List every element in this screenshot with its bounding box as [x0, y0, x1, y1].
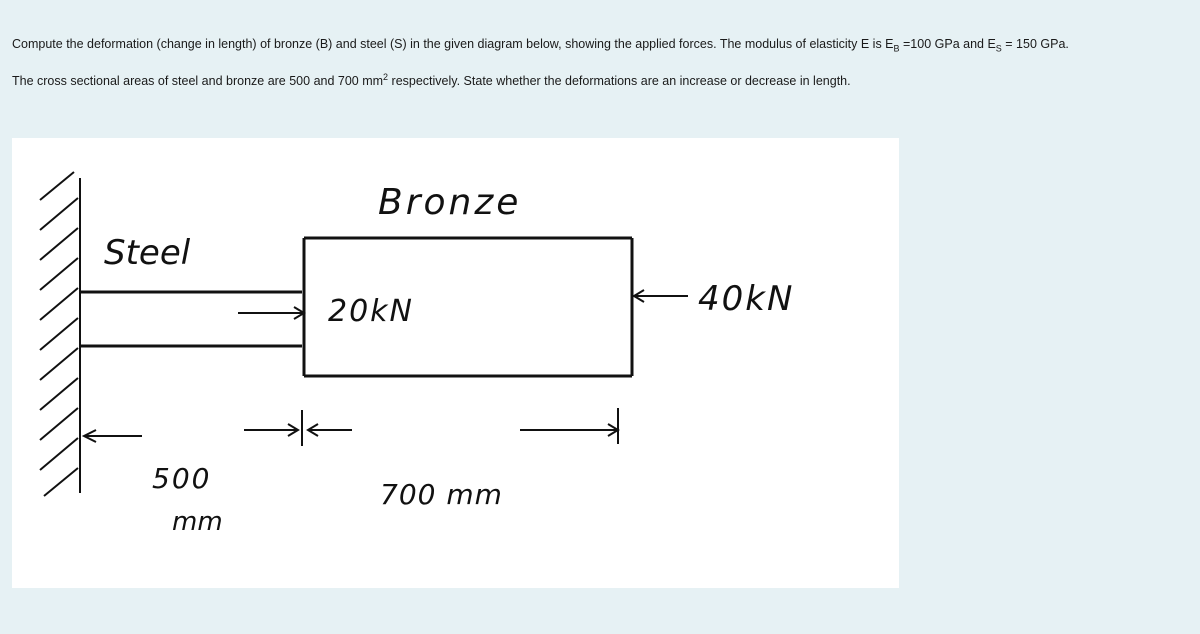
label-length-steel-value: 500	[152, 462, 212, 495]
dimension-arrows	[84, 408, 618, 446]
problem-text-1c: = 150 GPa.	[1001, 37, 1069, 51]
label-force-20kn: 20kN	[328, 294, 414, 329]
problem-text-2a: The cross sectional areas of steel and bronze are 500 and 700 mm	[12, 73, 384, 88]
label-steel: Steel	[104, 233, 191, 273]
superscript-2: 2	[383, 71, 389, 82]
problem-line-1	[12, 30, 1192, 63]
problem-text-1b: =100 GPa and E	[899, 37, 996, 51]
force-arrow-20kn	[238, 307, 304, 319]
label-length-steel-unit: mm	[172, 507, 223, 537]
diagram-figure	[12, 138, 899, 588]
label-bronze: Bronze	[378, 182, 522, 223]
subscript-b: B	[893, 43, 900, 54]
diagram-svg	[12, 138, 899, 588]
label-force-40kn: 40kN	[698, 279, 795, 319]
problem-text-2b: respectively. State whether the deformations are an increase or decrease in length.	[388, 73, 851, 88]
problem-statement	[12, 30, 1192, 95]
label-length-bronze: 700 mm	[380, 478, 503, 511]
fixed-wall	[40, 172, 80, 496]
problem-line-2	[12, 63, 1192, 95]
subscript-s: S	[995, 43, 1002, 54]
steel-rod	[80, 292, 302, 346]
force-arrow-40kn	[634, 290, 688, 302]
problem-text-1a: Compute the deformation (change in length) of bronze (B) and steel (S) in the given diagram below, showing the applied forces. The modulus of elasticity E is E	[12, 37, 894, 51]
